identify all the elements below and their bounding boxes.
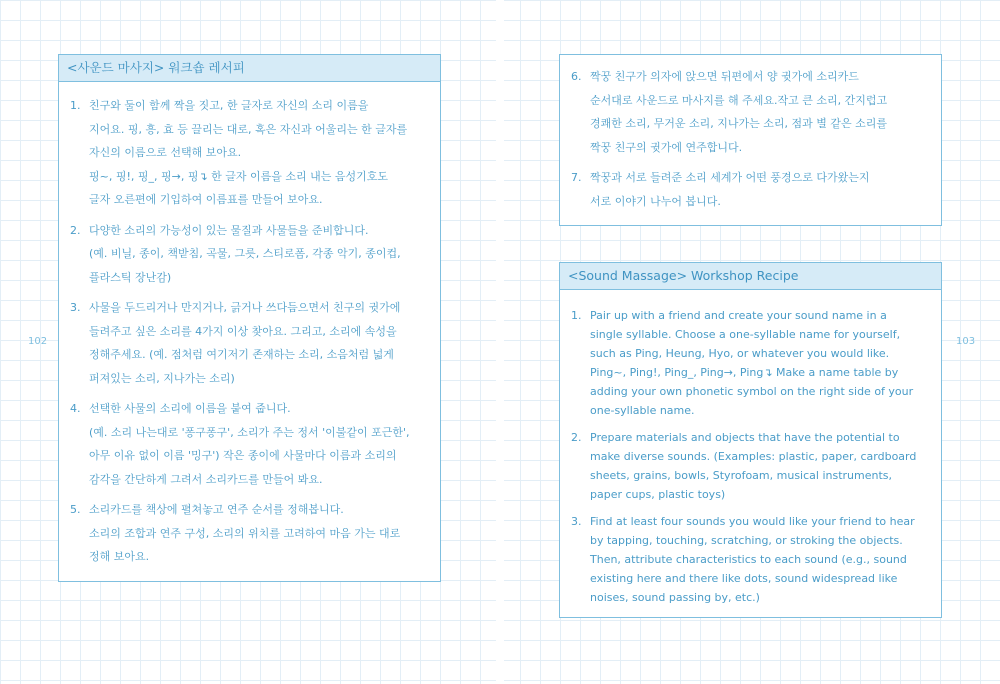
english-step-list bbox=[560, 290, 941, 607]
item-text-line: (예. 비닐, 종이, 책받침, 곡물, 그릇, 스티로폼, 각종 악기, 종이컵, bbox=[89, 247, 401, 260]
item-text-line: 글자 오른편에 기입하여 이름표를 만들어 보아요. bbox=[89, 193, 323, 206]
item-text-line: 경쾌한 소리, 무거운 소리, 지나가는 소리, 점과 별 같은 소리를 bbox=[590, 117, 887, 130]
english-recipe-title-bar bbox=[560, 263, 941, 290]
item-text-line: sheets, grains, bowls, Styrofoam, musical instruments, bbox=[590, 469, 893, 482]
item-text-line: 정해주세요. (예. 점처럼 여기저기 존재하는 소리, 소음처럼 넓게 bbox=[89, 348, 394, 361]
item-text-line: 들려주고 싶은 소리를 4가지 이상 찾아요. 그리고, 소리에 속성을 bbox=[89, 324, 397, 338]
item-number: 3. bbox=[70, 301, 81, 314]
item-number: 6. bbox=[571, 70, 582, 83]
item-number: 1. bbox=[70, 99, 81, 112]
item-text-line: 사물을 두드리거나 만지거나, 긁거나 쓰다듬으면서 친구의 귓가에 bbox=[89, 301, 401, 314]
left-page-number: 102 bbox=[28, 336, 48, 347]
item-number: 2. bbox=[70, 223, 81, 237]
list-item bbox=[560, 65, 941, 159]
list-item bbox=[59, 296, 440, 390]
english-recipe-title: <Sound Massage> Workshop Recipe bbox=[568, 268, 799, 283]
item-text-line: 정해 보아요. bbox=[89, 550, 150, 563]
item-text-line: 자신의 이름으로 선택해 보아요. bbox=[89, 146, 242, 159]
korean-recipe-box bbox=[58, 54, 441, 582]
english-recipe-box bbox=[559, 262, 942, 618]
item-text-line: (예. 소리 나는대로 '퐁구퐁구', 소리가 주는 정서 '이불같이 포근한', bbox=[89, 425, 410, 439]
item-text-line: 지어요. 핑, 흥, 효 등 끌리는 대로, 혹은 자신과 어울리는 한 글자를 bbox=[89, 122, 408, 136]
item-text-line: 플라스틱 장난감) bbox=[89, 270, 172, 284]
item-text-line: one-syllable name. bbox=[590, 404, 695, 417]
item-text-line: 짝꿍 친구의 귓가에 연주합니다. bbox=[590, 140, 743, 154]
item-text-line: Ping~, Ping!, Ping_, Ping→, Ping↴ Make a name table by bbox=[590, 366, 899, 379]
item-text-line: 짝꿍과 서로 들려준 소리 세계가 어떤 풍경으로 다가왔는지 bbox=[590, 171, 870, 184]
item-text-line: 퍼져있는 소리, 지나가는 소리) bbox=[89, 371, 235, 385]
item-text-line: make diverse sounds. (Examples: plastic, paper, cardboard bbox=[590, 450, 917, 463]
list-item bbox=[59, 219, 440, 290]
item-text-line: existing here and there like dots, sound widespread like bbox=[590, 572, 898, 585]
list-item bbox=[59, 94, 440, 212]
item-number: 7. bbox=[571, 171, 582, 184]
right-page-number: 103 bbox=[956, 336, 976, 347]
item-number: 1. bbox=[571, 309, 582, 322]
item-text-line: 순서대로 사운드로 마사지를 해 주세요.작고 큰 소리, 간지럽고 bbox=[590, 93, 888, 107]
list-item bbox=[560, 166, 941, 213]
list-item bbox=[59, 498, 440, 569]
item-text-line: adding your own phonetic symbol on the right side of your bbox=[590, 385, 914, 398]
item-text-line: 소리카드를 책상에 펼쳐놓고 연주 순서를 정해봅니다. bbox=[89, 503, 344, 516]
item-number: 5. bbox=[70, 503, 81, 516]
item-number: 3. bbox=[571, 515, 582, 528]
item-text-line: single syllable. Choose a one-syllable name for yourself, bbox=[590, 328, 901, 341]
korean-recipe-title-bar bbox=[59, 55, 440, 82]
item-text-line: Prepare materials and objects that have the potential to bbox=[590, 431, 900, 444]
page-gutter bbox=[496, 0, 504, 684]
list-item bbox=[560, 512, 941, 607]
item-text-line: 선택한 사물의 소리에 이름을 붙여 줍니다. bbox=[89, 402, 291, 415]
item-text-line: Pair up with a friend and create your sound name in a bbox=[590, 309, 887, 322]
item-text-line: such as Ping, Heung, Hyo, or whatever you would like. bbox=[590, 347, 890, 360]
item-text-line: Then, attribute characteristics to each sound (e.g., sound bbox=[590, 553, 907, 566]
item-number: 4. bbox=[70, 402, 81, 415]
item-text-line: 친구와 둘이 함께 짝을 짓고, 한 글자로 자신의 소리 이름을 bbox=[89, 99, 369, 112]
item-text-line: 핑~, 핑!, 핑_, 핑→, 핑↴ 한 글자 이름을 소리 내는 음성기호도 bbox=[89, 169, 389, 183]
korean-step-list bbox=[59, 82, 440, 569]
list-item bbox=[560, 428, 941, 504]
item-text-line: paper cups, plastic toys) bbox=[590, 488, 726, 501]
item-text-line: 서로 이야기 나누어 봅니다. bbox=[590, 194, 721, 208]
item-text-line: Find at least four sounds you would like your friend to hear bbox=[590, 515, 915, 528]
item-text-line: 감각을 간단하게 그려서 소리카드를 만들어 봐요. bbox=[89, 472, 323, 486]
list-item bbox=[560, 306, 941, 420]
item-text-line: by tapping, touching, scratching, or stroking the objects. bbox=[590, 534, 903, 547]
item-text-line: noises, sound passing by, etc.) bbox=[590, 591, 760, 604]
item-text-line: 다양한 소리의 가능성이 있는 물질과 사물들을 준비합니다. bbox=[89, 223, 369, 237]
item-text-line: 소리의 조합과 연주 구성, 소리의 위치를 고려하여 마음 가는 대로 bbox=[89, 526, 401, 540]
korean-recipe-title: <사운드 마사지> 워크숍 레서피 bbox=[67, 60, 245, 75]
korean-continued-box bbox=[559, 54, 942, 226]
list-item bbox=[59, 397, 440, 491]
item-text-line: 짝꿍 친구가 의자에 앉으면 뒤편에서 양 귓가에 소리카드 bbox=[590, 70, 859, 83]
item-text-line: 아무 이유 없이 이름 '밍구') 작은 종이에 사물마다 이름과 소리의 bbox=[89, 449, 397, 462]
item-number: 2. bbox=[571, 431, 582, 444]
korean-step-list-continued bbox=[560, 55, 941, 213]
